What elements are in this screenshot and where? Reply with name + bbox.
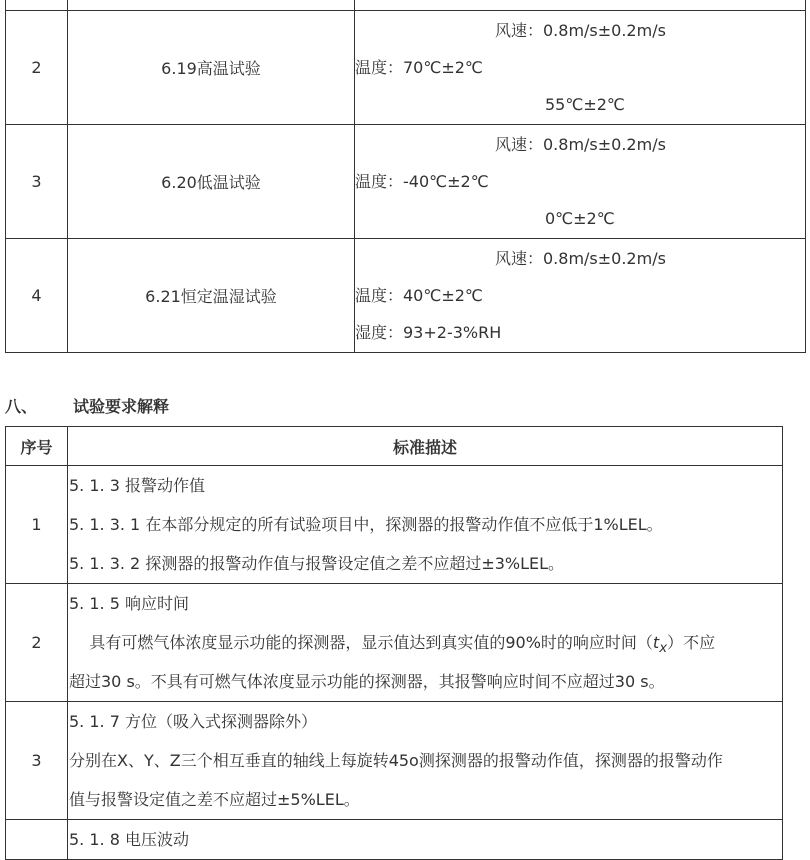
section-title: 试验要求解释 [73,397,170,416]
description-line: 5. 1. 3. 1 在本部分规定的所有试验项目中，探测器的报警动作值不应低于1%LEL。 [69,515,663,534]
section-heading [5,393,169,421]
requirement-description [68,466,783,584]
condition-line: 风速：0.8m/s±0.2m/s [495,249,666,268]
condition-line: 温度：40℃±2℃ [355,286,483,305]
condition-line: 湿度：93+2-3%RH [355,323,502,342]
row-number [6,820,68,860]
description-line: 5. 1. 3. 2 探测器的报警动作值与报警设定值之差不应超过±3%LEL。 [69,554,565,573]
row-number [6,0,68,11]
environment-test-table [5,0,806,353]
description-line: 超过30 s。不具有可燃气体浓度显示功能的探测器，其报警响应时间不应超过30 s。 [69,672,665,691]
section-number: 八、 [5,397,38,416]
test-conditions [355,11,806,125]
table-row [6,820,783,860]
test-name: 6.21恒定温湿试验 [68,239,355,353]
symbol-t: t [652,633,660,652]
column-header-description: 标准描述 [68,427,783,466]
table-row [6,0,806,11]
symbol-subscript-x: x [659,641,668,657]
description-line: 5. 1. 7 方位（吸入式探测器除外） [69,712,317,731]
requirements-table [5,426,783,860]
description-line: 值与报警设定值之差不应超过±5%LEL。 [69,790,360,809]
description-text: ）不应 [667,633,716,652]
row-number: 2 [6,11,68,125]
table-header-row [6,427,783,466]
condition-line: 温度：-40℃±2℃ [355,172,489,191]
row-number: 2 [6,584,68,702]
table-row [6,702,783,820]
test-name [68,0,355,11]
row-number: 3 [6,702,68,820]
description-line: 5. 1. 3 报警动作值 [69,476,205,495]
table-row [6,125,806,239]
table-row [6,11,806,125]
description-line [68,623,782,662]
table-row [6,466,783,584]
condition-line: 0℃±2℃ [545,209,615,228]
row-number: 3 [6,125,68,239]
table-row [6,584,783,702]
test-conditions [355,0,806,11]
test-conditions [355,125,806,239]
description-line: 5. 1. 5 响应时间 [69,594,189,613]
condition-line: 风速：0.8m/s±0.2m/s [495,21,666,40]
table-row [6,239,806,353]
description-line: 5. 1. 8 电压波动 [69,830,189,849]
row-number: 1 [6,466,68,584]
test-name: 6.20低温试验 [68,125,355,239]
test-conditions [355,239,806,353]
requirement-description [68,702,783,820]
test-name: 6.19高温试验 [68,11,355,125]
description-line: 分别在X、Y、Z三个相互垂直的轴线上每旋转45o测探测器的报警动作值，探测器的报警动作 [69,751,723,770]
column-header-number: 序号 [6,427,68,466]
condition-line: 55℃±2℃ [545,95,625,114]
condition-line: 风速：0.8m/s±0.2m/s [495,135,666,154]
description-text: 具有可燃气体浓度显示功能的探测器，显示值达到真实值的90%时的响应时间（ [69,633,653,652]
row-number: 4 [6,239,68,353]
requirement-description [68,820,783,860]
condition-line: 温度：70℃±2℃ [355,58,483,77]
requirement-description [68,584,783,702]
